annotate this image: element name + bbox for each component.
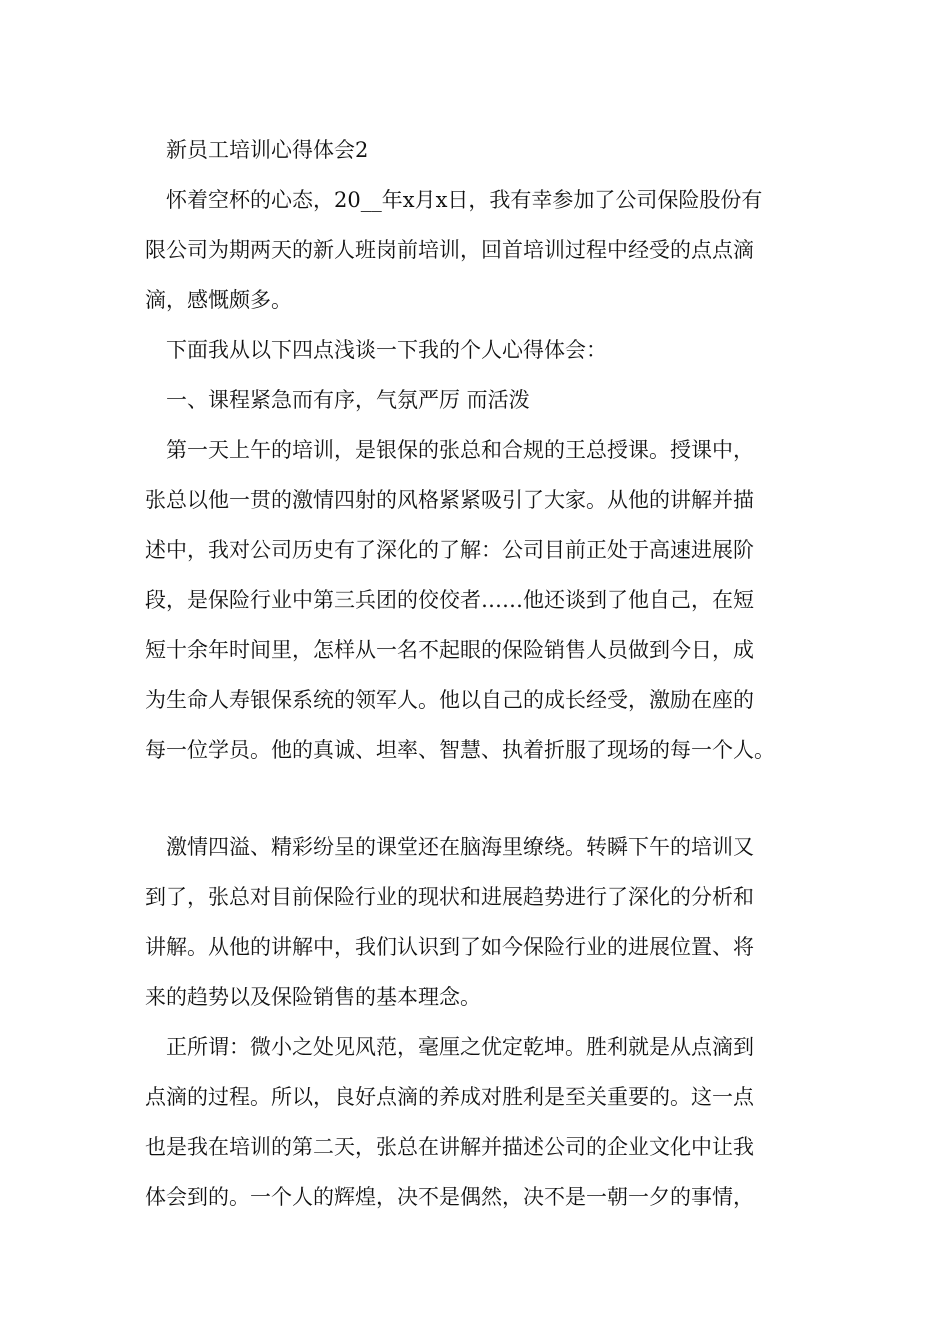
- section-heading-1: 一、课程紧急而有序，气氛严厉 而活泼: [166, 388, 530, 412]
- document-title: 新员工培训心得体会2: [166, 138, 369, 162]
- paragraph-5: 正所谓：微小之处见风范，毫厘之优定乾坤。胜利就是从点滴到 点滴的过程。所以，良好点滴的养成对胜利是至关重要的。这一点 也是我在培训的第二天，张总在讲解并描述公司的企业文化中让我 体会到的。一个人的辉煌，决不是偶然，决不是一朝一夕的事情，: [145, 1035, 754, 1209]
- paragraph-1: 怀着空杯的心态，20__年x月x日，我有幸参加了公司保险股份有 限公司为期两天的新人班岗前培训，回首培训过程中经受的点点滴 滴，感慨颇多。: [145, 188, 763, 312]
- paragraph-3: 第一天上午的培训，是银保的张总和合规的王总授课。授课中， 张总以他一贯的激情四射的风格紧紧吸引了大家。从他的讲解并描 述中，我对公司历史有了深化的了解：公司目前正处于高速进展阶 段，是保险行业中第三兵团的佼佼者……他还谈到了他自己，在短 短十余年时间里，怎样从一名不起眼的保险销售人员做到今日，成 为生命人寿银保系统的领军人。他以自己的成长经受，激励在座的 每一位学员。他的真诚、坦率、智慧、执着折服了现场的每一个人。: [145, 438, 775, 762]
- paragraph-4: 激情四溢、精彩纷呈的课堂还在脑海里缭绕。转瞬下午的培训又 到了，张总对目前保险行业的现状和进展趋势进行了深化的分析和 讲解。从他的讲解中，我们认识到了如今保险行业的进展位置、将 来的趋势以及保险销售的基本理念。: [145, 835, 754, 1009]
- paragraph-2: 下面我从以下四点浅谈一下我的个人心得体会：: [166, 338, 607, 362]
